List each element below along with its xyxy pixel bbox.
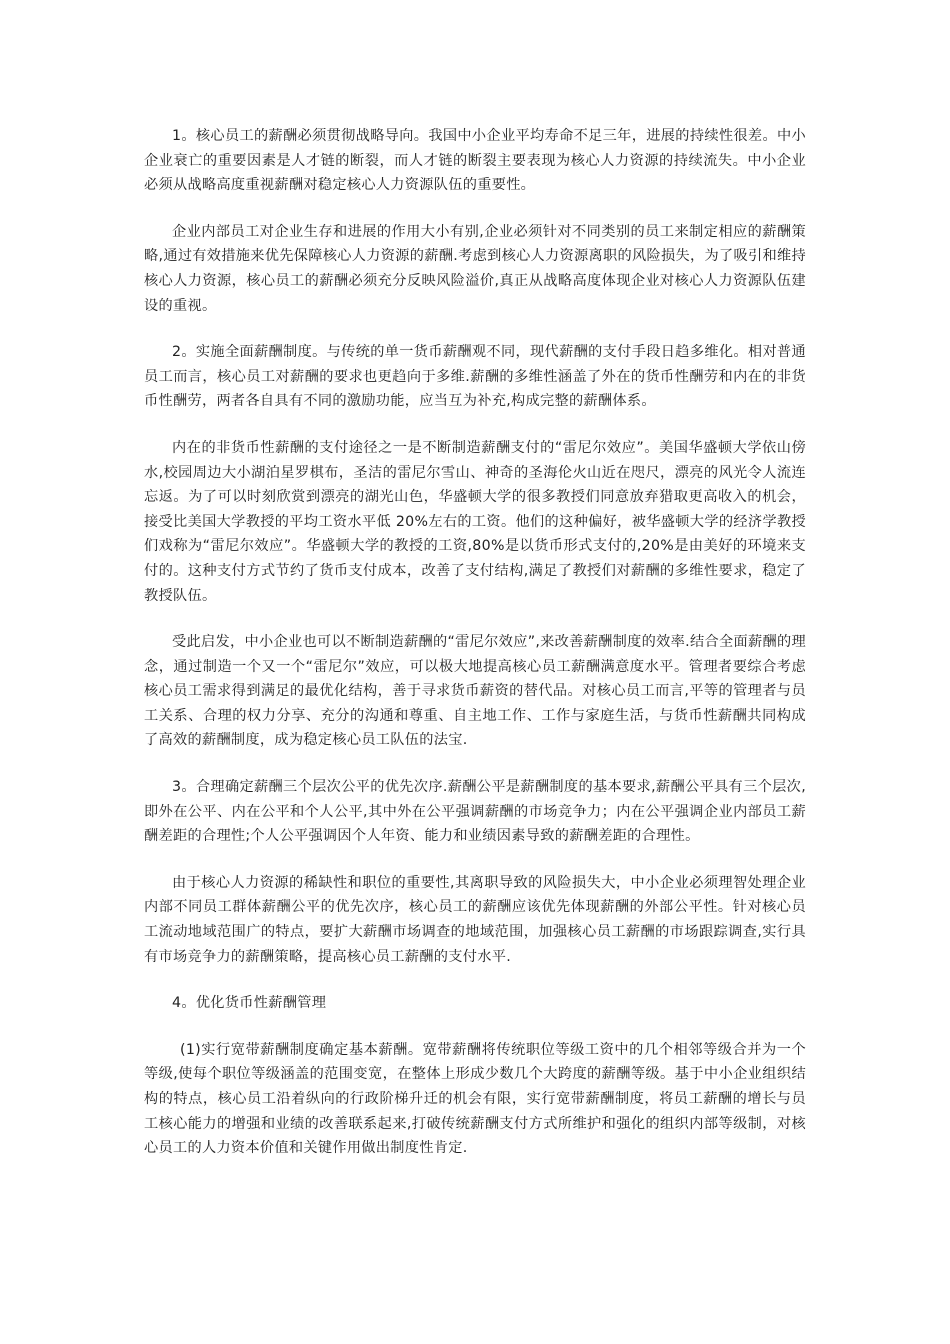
paragraph-8: (1)实行宽带薪酬制度确定基本薪酬。宽带薪酬将传统职位等级工资中的几个相邻等级合并为一个等级,使每个职位等级涵盖的范围变宽，在整体上形成少数几个大跨度的薪酬等级。基于中小企业组织结构的特点，核心员工沿着纵向的行政阶梯升迁的机会有限，实行宽带薪酬制度，将员工薪酬的增长与员工核心能力的增强和业绩的改善联系起来,打破传统薪酬支付方式所维护和强化的组织内部等级制，对核心员工的人力资本价值和关键作用做出制度性肯定. [144,1041,806,1157]
section-heading-4: 4。优化货币性薪酬管理 [172,995,327,1012]
paragraph-4: 内在的非货币性薪酬的支付途径之一是不断制造薪酬支付的“雷尼尔效应”。美国华盛顿大学依山傍水,校园周边大小湖泊星罗棋布，圣洁的雷尼尔雪山、神奇的圣海伦火山近在咫尺，漂亮的风光令人流连忘返。为了可以时刻欣赏到漂亮的湖光山色，华盛顿大学的很多教授们同意放弃猎取更高收入的机会，接受比美国大学教授的平均工资水平低 20%左右的工资。他们的这种偏好，被华盛顿大学的经济学教授们戏称为“雷尼尔效应”。华盛顿大学的教授的工资,80%是以货币形式支付的,20%是由美好的环境来支付的。这种支付方式节约了货币支付成本，改善了支付结构,满足了教授们对薪酬的多维性要求，稳定了教授队伍。 [144,439,806,604]
paragraph-3: 2。实施全面薪酬制度。与传统的单一货币薪酬观不同，现代薪酬的支付手段日趋多维化。相对普通员工而言，核心员工对薪酬的要求也更趋向于多维.薪酬的多维性涵盖了外在的货币性酬劳和内在的非货币性酬劳，两者各自具有不同的激励功能，应当互为补充,构成完整的薪酬体系。 [144,344,806,410]
paragraph-5: 受此启发，中小企业也可以不断制造薪酬的“雷尼尔效应”,来改善薪酬制度的效率.结合全面薪酬的理念，通过制造一个又一个“雷尼尔”效应，可以极大地提高核心员工薪酬满意度水平。管理者要综合考虑核心员工需求得到满足的最优化结构，善于寻求货币薪资的替代品。对核心员工而言,平等的管理者与员工关系、合理的权力分享、充分的沟通和尊重、自主地工作、工作与家庭生活，与货币性薪酬共同构成了高效的薪酬制度，成为稳定核心员工队伍的法宝. [144,634,806,749]
paragraph-1: 1。核心员工的薪酬必须贯彻战略导向。我国中小企业平均寿命不足三年，进展的持续性很差。中小企业衰亡的重要因素是人才链的断裂，而人才链的断裂主要表现为核心人力资源的持续流失。中小企业必须从战略高度重视薪酬对稳定核心人力资源队伍的重要性。 [144,128,806,194]
paragraph-7: 由于核心人力资源的稀缺性和职位的重要性,其离职导致的风险损失大，中小企业必须理智处理企业内部不同员工群体薪酬公平的优先次序，核心员工的薪酬应该优先体现薪酬的外部公平性。针对核心员工流动地域范围广的特点，要扩大薪酬市场调查的地域范围，加强核心员工薪酬的市场跟踪调查,实行具有市场竞争力的薪酬策略，提高核心员工薪酬的支付水平. [144,874,806,965]
paragraph-6: 3。合理确定薪酬三个层次公平的优先次序.薪酬公平是薪酬制度的基本要求,薪酬公平具有三个层次,即外在公平、内在公平和个人公平,其中外在公平强调薪酬的市场竞争力；内在公平强调企业内部员工薪酬差距的合理性;个人公平强调因个人年资、能力和业绩因素导致的薪酬差距的合理性。 [144,779,806,845]
document-body [144,124,806,1183]
paragraph-2: 企业内部员工对企业生存和进展的作用大小有别,企业必须针对不同类别的员工来制定相应的薪酬策略,通过有效措施来优先保障核心人力资源的薪酬.考虑到核心人力资源离职的风险损失，为了吸引和维持核心人力资源，核心员工的薪酬必须充分反映风险溢价,真正从战略高度体现企业对核心人力资源队伍建设的重视。 [144,223,806,314]
